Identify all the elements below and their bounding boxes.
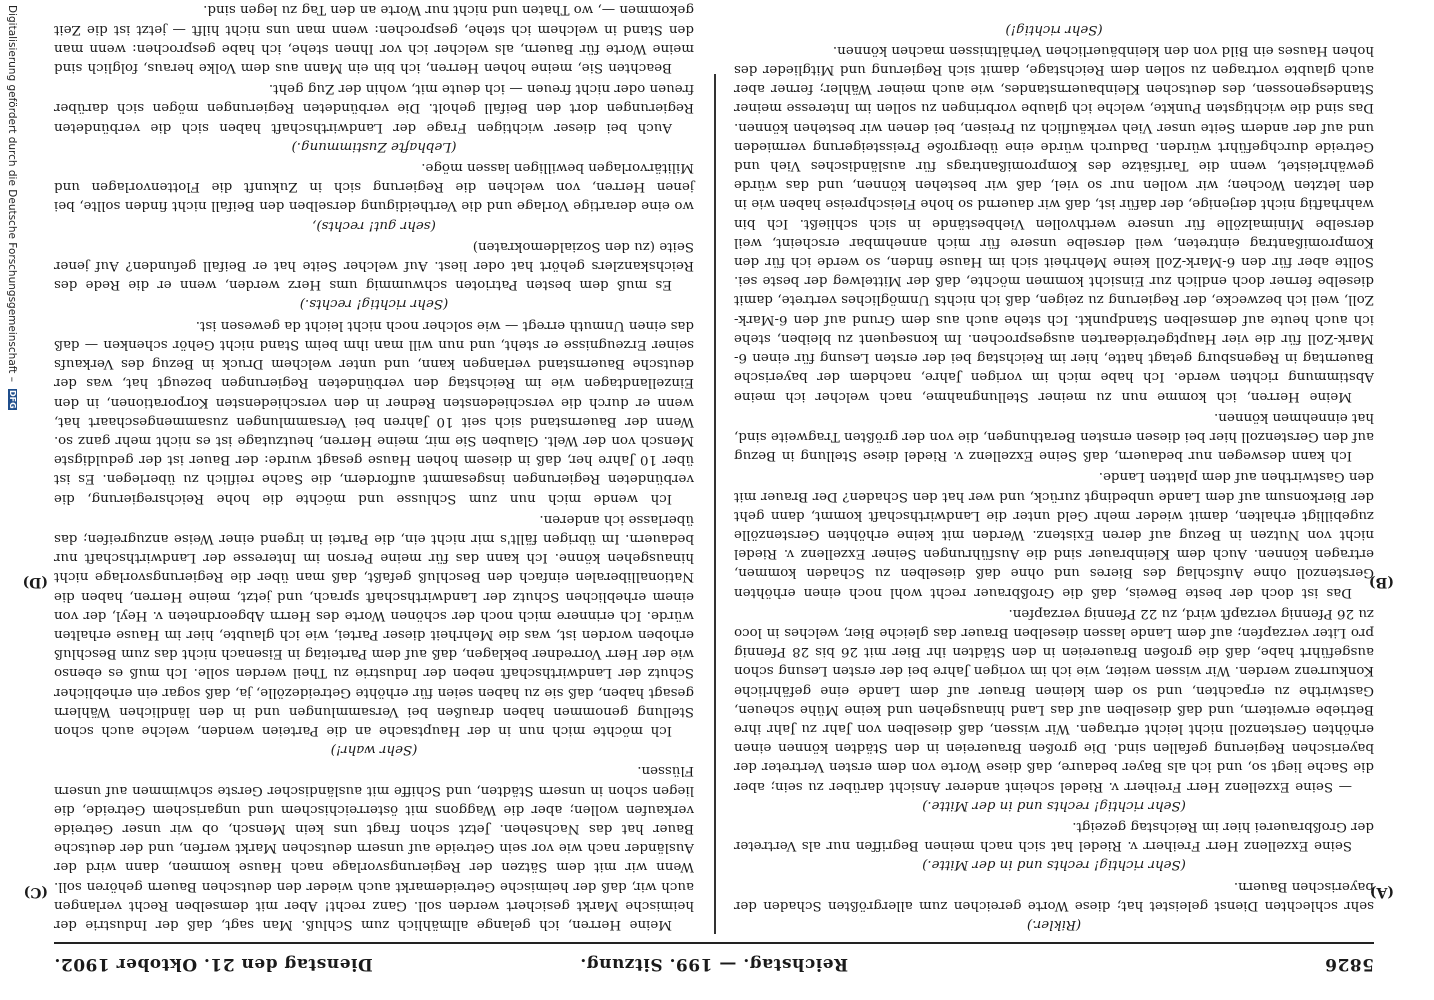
header-rule [54,942,1374,944]
paragraph: — Seine Exzellenz Herr Freiherr v. Riedel scheint anderer Ansicht darüber zu sein; aber die Sache liegt so, und ich als Bayer bedaure, daß diese Worte von dem ersten Vertreter der bayerischen Regierung gefallen sind. Die großen Brauereien in den Städten können einen erhöhten Gerstenzoll nicht leicht ertragen. Wir wissen, daß dieselben von Jahr zu Jahr ihre Betriebe erweitern, und daß dieselben auf das Land hinausgehen und keine Mühe scheuen, Gastwirthe zu erpachten, und so dem kleinen Brauer auf dem Lande eine gefährliche Konkurrenz werden. Wir wissen weiter, wie ich im vorigen Jahre bei der ersten Lesung schon ausgeführt habe, daß die großen Brauereien in den Städten ihr Bier mit 26 bis 28 Pfennig pro Liter verzapfen; auf dem Lande lassen dieselben Brauer das gleiche Bier, welches in loco zu 26 Pfennig verzapft wird, zu 22 Pfennig verzapfen. [734,605,1374,794]
interjection: (Lebhafte Zustimmung.) [291,138,457,154]
column-divider [714,74,716,934]
paragraph: Beachten Sie, meine hohen Herren, ich bin ein Mann aus dem Volke heraus, folglich sind meine Worte für Bauern, als welcher ich vor Ihnen stehe, ich habe gesprochen: wenn man den Stand in welchem ich stehe, gesprochen: wenn man uns nicht hilft — jetzt ist die Zeit gekommen —, wo Thaten und nicht nur Worte an den Tag zu legen sind. [54,2,694,76]
paragraph: Ich wende mich nun zum Schlusse und möchte die hohe Reichsregierung, die verbündeten Regierungen insgesammt auffordern, die Sache reiflich zu überlegen. Es ist über 10 Jahre her, daß in diesem hohen Hause gesagt wurde: der Bauer ist der geduldigste Mensch von der Welt. Glauben Sie mir, meine Herren, heutzutage ist es nicht mehr ganz so. Wenn der Bauernstand sich seit 10 Jahren bei Versammlungen zusammengeschaart hat, wenn er durch die verschiedensten Redner in den verschiedensten Korporationen, in den Einzellandtagen wie im Reichstag den verbündeten Regierungen bezeugt hat, was der deutsche Bauernstand verlangen kann, und unter welchem Druck in Bezug des Verkaufs seiner Erzeugnisse er steht, und nun will man ihm beim Stand nicht Gehör schenken — daß das einen Unmuth erregt — wie solcher noch nicht leicht da gewesen ist. [54,317,694,506]
digitization-credit [2,5,18,995]
paragraph: sehr schlechten Dienst geleistet hat; diese Worte gereichen zum allergrößten Schaden der bayerischen Bauern. [734,878,1374,913]
session-title: Reichstag. — 199. Sitzung. [579,954,849,974]
interjection: (Sehr richtig!) [1005,21,1103,37]
margin-mark-d: (D) [22,574,48,590]
interjection: (Sehr richtig! rechts und in der Mitte.) [922,797,1186,813]
paragraph: Ich kann deswegen nur bedauern, daß Seine Exzellenz v. Riedel diese Stellung in Bezug auf den Gerstenzoll hier bei diesen ernsten Berathungen, die von der größten Tragweite sind, hat einnehmen können. [734,409,1374,464]
session-date: Dienstag den 21. Oktober 1902. [54,954,373,974]
page-number: 5826 [1324,954,1374,974]
paragraph: wo eine derartige Vorlage und die Vertheidigung derselben den Beifall nicht finden sollte, bei jenen Herren, von welchen die Regierung sich in Zukunft die Flottenvorlagen und Militärvorlagen bewilligen lassen möge. [54,160,694,214]
dfg-logo: DFG [8,390,17,409]
margin-mark-c: (C) [23,884,48,900]
interjection: (Sehr richtig! rechts und in der Mitte.) [922,857,1186,873]
paragraph: Auch bei dieser wichtigen Frage der Landwirthschaft haben sich die verbündeten Regierungen dort den Beifall geholt. Die verbündeten Regierungen mögen sich darüber freuen oder nicht freuen — ich deute mit, wohin der Zug geht. [54,81,694,135]
paragraph: Meine Herren, ich komme nun zu meiner Stellungnahme, nach welcher ich meine Abstimmung richten werde. Ich habe mich im vorigen Jahre, nachdem der bayerische Bauerntag in Regensburg getagt hatte, hier im Reichstag bei der ersten Lesung für einen 6-Mark-Zoll für die vier Hauptgetreidearten ausgesprochen. Im konsequent zu bleiben, stehe ich auch heute auf demselben Standpunkt. Ich stehe auch aus dem Grund auf den 6-Mark-Zoll, weil ich bezwecke, der Regierung zu zeigen, daß ich nichts Unmögliches vertrete, damit dieselbe ferner doch endlich zur Einsicht kommen möchte, daß der Mittelweg der beste sei. Sollte aber für den 6-Mark-Zoll keine Mehrheit sich im Hause finden, so werde ich für den Kompromißantrag eintreten, weil derselbe unsere für mich annehmbar erscheint, weil derselbe Minimalzölle für unsere werthvollen Viehbestände in sich schließt. Ich bin wahrhaftig nicht derjenige, der dafür ist, daß wir dauernd so hohe Fleischpreise haben wie in den letzten Wochen; wir wollen nur so viel, daß wir bestehen können, und das würde gewährleistet, wenn die Tarifsätze des Kompromißantrags für ausländisches Vieh und Getreide durchgeführt würden. Dadurch würde eine übergroße Preissteigerung vermieden und auf der andern Seite unser Vieh verkäuflich zu Preisen, bei denen wir bestehen können. Das sind die wichtigsten Punkte, welche ich glaube vorbringen zu sollen im Interesse meiner Standesgenossen, des deutschen Kleinbauernstandes, wie auch meiner Wähler; ferner aber auch glaubte vortragen zu sollen dem Reichstage, damit sich Regierung und Mitglieder des hohen Hauses ein Bild von den kleinbäuerlichen Verhältnissen machen können. [734,42,1374,404]
credit-text: Digitalisierung gefördert durch die Deutsche Forschungsgemeinschaft – [6,5,18,382]
margin-mark-b: (B) [1368,574,1394,590]
interjection: (Rikler.) [1026,917,1082,932]
interjection: (sehr gut! rechts), [312,217,436,233]
paragraph: Seine Exzellenz Herr Freiherr v. Riedel hat sich nach meinen Begriffen nur als Vertreter der Großbrauerei hier im Reichstag gezeigt. [734,818,1374,854]
paragraph: Das ist doch der beste Beweis, daß die Großbrauer recht wohl noch einen erhöhten Gerstenzoll ohne Aufschlag des Bieres und ohne daß dieselben zu Schaden kommen, ertragen können. Auch dem Kleinbrauer sind die Ausführungen Seiner Exzellenz v. Riedel nicht von Nutzen in Bezug auf deren Existenz. Werden mit keine erhöhten Gerstenzölle zugebilligt erhalten, damit wieder mehr Geld unter die Landwirthschaft kommt, dann geht der Bierkonsum auf dem Lande unbedingt zurück, und wer hat den Schaden? Der Brauer mit den Gastwirthen auf dem platten Lande. [734,469,1374,600]
interjection: (Sehr richtig! rechts.) [299,296,449,312]
paragraph: Es muß dem besten Patrioten schwummig ums Herz werden, wenn er die Rede des Reichskanzlers gehört hat oder liest. Auf welcher Seite hat er Beifall gefunden? Auf jener Seite (zu den Sozialdemokraten) [54,238,694,293]
paragraph: Ich möchte mich nun in der Hauptsache an die Parteien wenden, welche auch schon Stellung genommen haben draußen bei Versammlungen und in den ländlichen Wählern gesagt haben, daß sie zu haben seien für erhöhte Getreidezölle, ja, daß sogar ein erheblicher Schutz der Landwirthschaft neben der Industrie zu Theil werden solle. Ich muß es ebenso wie der Herr Vorredner beklagen, daß auf dem Parteitag in Eisenach nicht das zum Beschluß erhoben worden ist, was die Mehrheit dieser Partei, wie ich glaubte, hier im Hause erhalten würde. Ich erinnere mich noch der schönen Worte des Herrn Abgeordneten v. Heyl, der von einem erheblichen Schutz der Landwirthschaft sprach, und jetzt, meine Herren, haben die Nationalliberalen einfach den Beschluß gefaßt, daß man über die Regierungsvorlage nicht hinausgehen könne. Ich kann das für meine Person im Interesse der Landwirthschaft nur bedauern. Im übrigen fällt's mir nicht ein, die Partei in irgend einer Weise anzugreifen; das überlasse ich anderen. [54,511,694,738]
paragraph: Meine Herren, ich gelange allmählich zum Schluß. Man sagt, daß der Industrie der heimische Markt gesichert werden soll. Ganz recht! Aber mit demselben Recht verlangen auch wir, daß der heimische Getreidemarkt auch wieder den deutschen Bauern gehören soll. Wenn wir mit dem Sätzen der Regierungsvorlage nach Hause kommen, dann wird der Ausländer nach wie vor sein Getreide auf unsern deutschen Markt werfen, und der deutsche Bauer hat das Nachsehen. Jetzt schon fragt uns kein Mensch, ob wir unser Getreide verkaufen wollen; aber die Waggons mit österreichischem und ungarischem Getreide, die liegen schon in unsern Städten, und Schiffe mit ausländischer Gerste schwimmen auf unsern Flüssen. [54,763,694,932]
margin-mark-a: (A) [1369,884,1394,900]
right-column [54,2,694,934]
left-column [734,21,1374,934]
page-header [54,948,1374,978]
interjection: (Sehr wahr!) [330,742,418,758]
